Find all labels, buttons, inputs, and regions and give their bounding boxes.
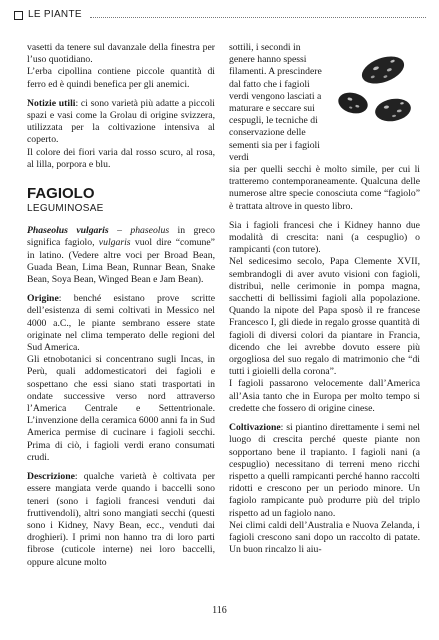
paragraph: I fagioli passarono velocemente dall’America all’Asia tanto che in Europa per molto tempo si credette che fossero di origine cinese. [229,378,420,414]
section-subtitle: LEGUMINOSAE [27,203,104,215]
paragraph-label: Coltivazione [229,422,281,434]
section-title: FAGIOLO [27,185,95,203]
beans-illustration [333,48,419,134]
text-with-figure [229,42,420,164]
header-square-icon [14,11,23,20]
paragraph: vasetti da tenere sul davanzale della finestra per l’uso quotidiano. [27,42,215,66]
paragraph [27,98,215,147]
paragraph-text: in greco significa fagiolo, [27,225,215,249]
paragraph: Il colore dei fiori varia dal rosso scuro, al rosa, al lilla, porpora e blu. [27,146,215,170]
paragraph: sia per quelli secchi è molto simile, per cui li tratteremo contemporaneamente. Qualcuna delle numerose altre specie conosciuta come “fagiolo” è trattata altrove in questo libro. [229,164,420,212]
paragraph-text: vuol dire “comune” in latino. (Vedere altre voci per Broad Bean, Guada Bean, Lima Bean, Runnar Bean, Snake Bean, Soya Bean, Winged Bean e Jam Bean). [27,237,215,286]
bean-middle [336,89,370,116]
paragraph: Nei climi caldi dell’Australia e Nuova Zelanda, i fagioli crescono sani dopo un raccolto di patate. Un buon rincalzo li aiu- [229,519,420,556]
paragraph-text: : ci sono varietà più adatte a piccoli spazi e vasi come la Grolau di origine svizzera, utilizzata per la coltivazione intensiva al coperto. [27,97,215,146]
paragraph [229,422,420,520]
paragraph: Gli etnobotanici si concentrano sugli Incas, in Perù, quali addomesticatori dei fagioli e sospettano che essi siano stati trasportati in ondate successive verso nord attraverso l’America Centrale e Settentrionale. L’invenzione della ceramica 6000 anni fa in Sud America permise di cucinare i fagioli secchi. Prima di ciò, i fagioli verdi erano consumati crudi. [27,354,215,463]
bean-right [373,96,412,124]
paragraph [27,293,215,354]
paragraph [27,225,215,286]
header-dotted-rule [90,17,426,18]
latin-name: Phaseolus vulgaris [27,225,109,237]
dash: – [108,225,131,237]
bean-top [358,51,408,89]
paragraph-text: : benché esistano prove scritte dell’esistenza di semi coltivati in Messico nel 4000 a.C., le piante sembrano essere state originate nel clima temperato delle regioni del Sud America. [27,293,215,354]
paragraph-text: : si piantino direttamente i semi nel luogo di crescita perché queste piante non sopportano bene il trapianto. I fagioli nani (a cespuglio) necessitano di terreni meno ricchi rispetto a quelli rampicanti perché hanno raccolti ridotti e crescono per un periodo minore. Un fagiolo rampicante può produrre più del triplo rispetto ad un fagiolo nano. [229,422,420,519]
left-column [27,42,215,576]
right-column [229,42,420,563]
page-number: 116 [212,605,227,616]
paragraph: L’erba cipollina contiene piccole quantità di ferro ed è quindi benefica per gli anemici. [27,66,215,90]
paragraph: Nel sedicesimo secolo, Papa Clemente XVII, sembrandogli di aver avuto visioni con fagioli, distribuì, nelle cerimonie in pompa magna, sacchetti di bellissimi fagioli alla popolazione. Quando la nipote del Papa sposò il re francese Francesco I, gli diede in regalo grosse quantità di fagioli di diversi colori da piantare in Francia, dicendo che lei avrebbe dovuto essere più orgogliosa del suo regalo di matrimonio che “di tutti i gioielli della corona”. [229,256,420,378]
latin-term: vulgaris [98,237,131,249]
paragraph: Sia i fagioli francesi che i Kidney hanno due modalità di crescita: nani (a cespuglio) o rampicanti (con tutore). [229,219,420,256]
latin-term: phaseolus [130,225,170,237]
paragraph-label: Notizie utili [27,97,76,109]
header-title: LE PIANTE [28,9,82,20]
paragraph-label: Origine [27,293,59,305]
paragraph: sottili, i secondi in genere hanno spessi filamenti. A prescindere dal fatto che i fagioli verdi vengono lasciati a maturare e seccare sui cespugli, le tecniche di conservazione delle sementi sia per i fagioli verdi [229,42,322,163]
paragraph-label: Descrizione [27,471,75,483]
paragraph-text: : qualche varietà è coltivata per essere mangiata verde quando i baccelli sono teneri (sono i fagioli francesi venduti dai fruttivendoli), altri sono mangiati secchi (questi sono i Kidney, Navy Bean, ecc., venduti dai droghieri). I primi non hanno tra di loro parti fibrose (cuticole interne) nei loro baccelli, oppure alcune molto [27,471,215,568]
running-header [14,8,426,24]
paragraph [27,471,215,569]
